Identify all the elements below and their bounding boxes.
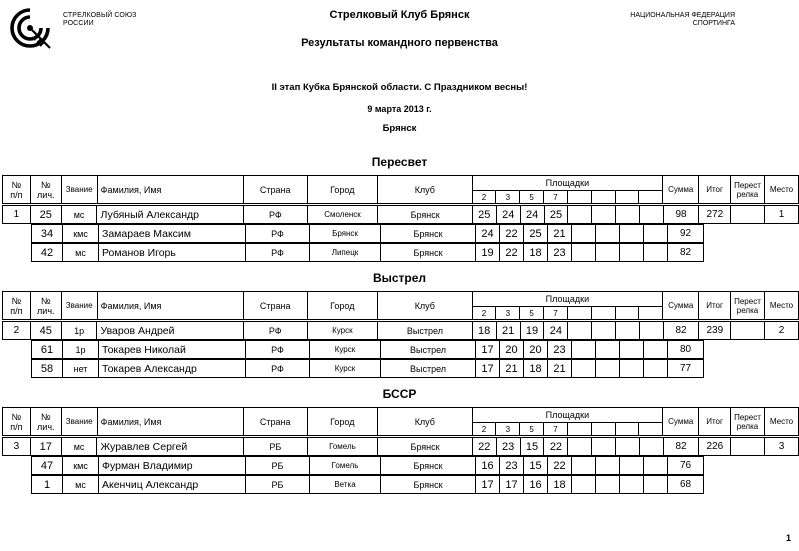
col-lic: № лич.: [30, 176, 61, 204]
sum-cell: 80: [668, 341, 704, 359]
org-left-line1: СТРЕЛКОВЫЙ СОЮЗ: [63, 12, 137, 19]
range-num: 7: [544, 307, 568, 320]
range-empty: [615, 307, 639, 320]
col-sum: Сумма: [663, 176, 699, 204]
score-empty: [639, 438, 663, 456]
club-cell: Брянск: [381, 476, 476, 494]
score-empty: [620, 457, 644, 475]
team-num: 2: [3, 322, 31, 340]
country-cell: РБ: [246, 476, 310, 494]
club-cell: Выстрел: [381, 360, 476, 378]
score-cell: 22: [472, 438, 496, 456]
score-empty: [644, 225, 668, 243]
place-cell: 2: [765, 322, 799, 340]
range-empty: [591, 191, 615, 204]
range-num: 3: [496, 191, 520, 204]
col-club: Клуб: [378, 408, 472, 436]
city-cell: Брянск: [310, 225, 381, 243]
score-empty: [596, 341, 620, 359]
table-row: [31, 224, 704, 243]
score-empty: [644, 457, 668, 475]
score-cell: 23: [500, 457, 524, 475]
score-cell: 22: [544, 438, 568, 456]
range-empty: [591, 307, 615, 320]
column-header: [2, 291, 799, 320]
range-num: 3: [496, 307, 520, 320]
col-total: Итог: [699, 176, 731, 204]
range-num: 7: [544, 191, 568, 204]
org-right: [630, 12, 735, 28]
col-total: Итог: [699, 408, 731, 436]
table-row: [31, 456, 704, 475]
club-cell: Брянск: [381, 225, 476, 243]
reshoot-cell: [731, 206, 765, 224]
col-ranges: Площадки: [472, 292, 663, 307]
score-empty: [572, 341, 596, 359]
score-empty: [644, 476, 668, 494]
rank-cell: кмс: [63, 457, 99, 475]
score-empty: [592, 438, 616, 456]
total-cell: 239: [699, 322, 731, 340]
event-date: 9 марта 2013 г.: [367, 104, 432, 114]
range-num: 5: [520, 191, 544, 204]
lic-cell: 45: [30, 322, 61, 340]
name-cell: Романов Игорь: [99, 244, 246, 262]
col-reshoot: Перест релка: [731, 176, 765, 204]
country-cell: РФ: [246, 225, 310, 243]
range-empty: [639, 423, 663, 436]
col-name: Фамилия, Имя: [97, 408, 243, 436]
range-empty: [639, 307, 663, 320]
table-row: [2, 321, 799, 340]
rank-cell: кмс: [63, 225, 99, 243]
score-cell: 25: [524, 225, 548, 243]
lic-cell: 47: [32, 457, 63, 475]
sum-cell: 82: [663, 322, 699, 340]
col-name: Фамилия, Имя: [97, 292, 243, 320]
lic-cell: 25: [30, 206, 61, 224]
table-row: [31, 475, 704, 494]
total-cell: 226: [699, 438, 731, 456]
city-cell: Гомель: [310, 457, 381, 475]
name-cell: Замараев Максим: [99, 225, 246, 243]
table-row: [2, 205, 799, 224]
score-cell: 15: [520, 438, 544, 456]
score-cell: 20: [500, 341, 524, 359]
col-country: Страна: [243, 292, 307, 320]
range-num: 5: [520, 423, 544, 436]
rank-cell: 1р: [61, 322, 97, 340]
score-cell: 15: [524, 457, 548, 475]
score-cell: 24: [520, 206, 544, 224]
table-row: [31, 359, 704, 378]
col-num: № п/п: [3, 292, 31, 320]
city-cell: Курск: [307, 322, 378, 340]
score-empty: [596, 360, 620, 378]
results-title: Результаты командного первенства: [301, 37, 498, 49]
col-country: Страна: [243, 176, 307, 204]
club-cell: Выстрел: [381, 341, 476, 359]
score-empty: [616, 438, 640, 456]
range-empty: [567, 191, 591, 204]
score-empty: [620, 225, 644, 243]
lic-cell: 17: [30, 438, 61, 456]
table-row: [2, 437, 799, 456]
column-header: [2, 175, 799, 204]
score-empty: [572, 244, 596, 262]
score-cell: 21: [500, 360, 524, 378]
rank-cell: мс: [61, 438, 97, 456]
col-city: Город: [307, 408, 378, 436]
score-empty: [615, 322, 639, 340]
score-empty: [644, 360, 668, 378]
score-cell: 17: [476, 360, 500, 378]
country-cell: РФ: [244, 206, 308, 224]
score-cell: 23: [548, 244, 572, 262]
reshoot-cell: [731, 438, 765, 456]
table-row: [31, 243, 704, 262]
col-sum: Сумма: [663, 408, 699, 436]
sum-cell: 76: [668, 457, 704, 475]
lic-cell: 61: [32, 341, 63, 359]
score-empty: [620, 341, 644, 359]
score-empty: [572, 476, 596, 494]
col-club: Клуб: [378, 176, 472, 204]
score-cell: 17: [476, 476, 500, 494]
club-cell: Брянск: [378, 438, 472, 456]
col-rank: Звание: [61, 292, 97, 320]
score-cell: 22: [500, 244, 524, 262]
score-cell: 16: [476, 457, 500, 475]
sum-cell: 68: [668, 476, 704, 494]
city-cell: Гомель: [307, 438, 378, 456]
score-cell: 18: [472, 322, 496, 340]
column-header: [2, 407, 799, 436]
score-empty: [639, 322, 663, 340]
name-cell: Уваров Андрей: [97, 322, 243, 340]
name-cell: Токарев Александр: [99, 360, 246, 378]
score-cell: 25: [544, 206, 568, 224]
score-empty: [568, 322, 592, 340]
range-empty: [615, 191, 639, 204]
score-empty: [596, 476, 620, 494]
team-title: Пересвет: [371, 155, 428, 169]
city-cell: Смоленск: [307, 206, 378, 224]
place-cell: 3: [765, 438, 799, 456]
score-cell: 18: [548, 476, 572, 494]
country-cell: РФ: [243, 322, 307, 340]
score-cell: 17: [500, 476, 524, 494]
range-empty: [615, 423, 639, 436]
rank-cell: мс: [61, 206, 97, 224]
city-cell: Липецк: [310, 244, 381, 262]
org-right-line2: СПОРТИНГА: [692, 20, 735, 27]
col-name: Фамилия, Имя: [97, 176, 243, 204]
name-cell: Токарев Николай: [99, 341, 246, 359]
rank-cell: мс: [63, 476, 99, 494]
sum-cell: 98: [663, 206, 699, 224]
col-lic: № лич.: [30, 292, 61, 320]
col-city: Город: [307, 176, 378, 204]
city-cell: Курск: [310, 360, 381, 378]
name-cell: Лубяный Александр: [97, 206, 244, 224]
score-empty: [596, 225, 620, 243]
range-num: 2: [472, 423, 496, 436]
score-cell: 22: [548, 457, 572, 475]
org-right-line1: НАЦИОНАЛЬНАЯ ФЕДЕРАЦИЯ: [630, 12, 735, 19]
country-cell: РФ: [246, 244, 310, 262]
city-cell: Курск: [310, 341, 381, 359]
score-cell: 24: [496, 206, 520, 224]
club-cell: Выстрел: [378, 322, 473, 340]
score-empty: [572, 225, 596, 243]
event-title: II этап Кубка Брянской области. С Праздником весны!: [271, 82, 528, 93]
event-city: Брянск: [382, 123, 417, 134]
range-num: 2: [472, 307, 496, 320]
score-cell: 22: [500, 225, 524, 243]
col-sum: Сумма: [663, 292, 699, 320]
score-cell: 23: [548, 341, 572, 359]
range-empty: [639, 191, 663, 204]
score-cell: 21: [548, 225, 572, 243]
score-empty: [592, 206, 616, 224]
range-empty: [567, 307, 591, 320]
col-rank: Звание: [61, 408, 97, 436]
name-cell: Журавлев Сергей: [97, 438, 244, 456]
club-title: Стрелковый Клуб Брянск: [329, 9, 470, 21]
score-empty: [592, 322, 616, 340]
score-empty: [620, 244, 644, 262]
page-number: 1: [785, 533, 791, 543]
country-cell: РБ: [244, 438, 308, 456]
club-cell: Брянск: [378, 206, 472, 224]
sum-cell: 77: [668, 360, 704, 378]
col-num: № п/п: [3, 408, 31, 436]
sum-cell: 82: [668, 244, 704, 262]
score-cell: 19: [476, 244, 500, 262]
col-num: № п/п: [3, 176, 31, 204]
club-cell: Брянск: [381, 457, 476, 475]
score-empty: [616, 206, 640, 224]
lic-cell: 42: [32, 244, 63, 262]
city-cell: Ветка: [310, 476, 381, 494]
place-cell: 1: [765, 206, 799, 224]
total-cell: 272: [699, 206, 731, 224]
col-club: Клуб: [378, 292, 472, 320]
range-num: 2: [472, 191, 496, 204]
score-empty: [572, 360, 596, 378]
col-place: Место: [764, 292, 798, 320]
country-cell: РФ: [246, 360, 310, 378]
name-cell: Фурман Владимир: [99, 457, 246, 475]
col-ranges: Площадки: [472, 408, 663, 423]
col-city: Город: [307, 292, 378, 320]
score-cell: 19: [520, 322, 544, 340]
rank-cell: 1р: [63, 341, 99, 359]
score-cell: 17: [476, 341, 500, 359]
team-title: Выстрел: [372, 271, 427, 285]
score-empty: [568, 206, 592, 224]
col-place: Место: [764, 408, 798, 436]
range-num: 5: [520, 307, 544, 320]
lic-cell: 1: [32, 476, 63, 494]
score-cell: 25: [472, 206, 496, 224]
score-empty: [639, 206, 663, 224]
col-rank: Звание: [61, 176, 97, 204]
col-lic: № лич.: [30, 408, 61, 436]
country-cell: РБ: [246, 457, 310, 475]
range-num: 3: [496, 423, 520, 436]
score-cell: 24: [544, 322, 568, 340]
sum-cell: 82: [663, 438, 699, 456]
team-num: 1: [3, 206, 31, 224]
col-ranges: Площадки: [472, 176, 663, 191]
rank-cell: нет: [63, 360, 99, 378]
team-num: 3: [3, 438, 31, 456]
rank-cell: мс: [63, 244, 99, 262]
col-reshoot: Перест релка: [731, 292, 765, 320]
range-empty: [591, 423, 615, 436]
score-empty: [596, 244, 620, 262]
lic-cell: 58: [32, 360, 63, 378]
country-cell: РФ: [246, 341, 310, 359]
score-empty: [620, 360, 644, 378]
reshoot-cell: [731, 322, 765, 340]
score-cell: 16: [524, 476, 548, 494]
range-empty: [567, 423, 591, 436]
score-empty: [620, 476, 644, 494]
score-cell: 20: [524, 341, 548, 359]
score-empty: [644, 341, 668, 359]
range-num: 7: [544, 423, 568, 436]
score-cell: 18: [524, 360, 548, 378]
score-empty: [644, 244, 668, 262]
table-row: [31, 340, 704, 359]
score-cell: 23: [496, 438, 520, 456]
club-cell: Брянск: [381, 244, 476, 262]
lic-cell: 34: [32, 225, 63, 243]
score-empty: [572, 457, 596, 475]
sum-cell: 92: [668, 225, 704, 243]
col-country: Страна: [243, 408, 307, 436]
score-cell: 24: [476, 225, 500, 243]
col-place: Место: [764, 176, 798, 204]
name-cell: Акенчиц Александр: [99, 476, 246, 494]
col-total: Итог: [699, 292, 731, 320]
org-left-line2: РОССИИ: [63, 20, 94, 27]
score-cell: 21: [496, 322, 520, 340]
score-cell: 21: [548, 360, 572, 378]
score-empty: [568, 438, 592, 456]
score-cell: 18: [524, 244, 548, 262]
col-reshoot: Перест релка: [731, 408, 765, 436]
score-empty: [596, 457, 620, 475]
team-title: БССР: [382, 387, 417, 401]
